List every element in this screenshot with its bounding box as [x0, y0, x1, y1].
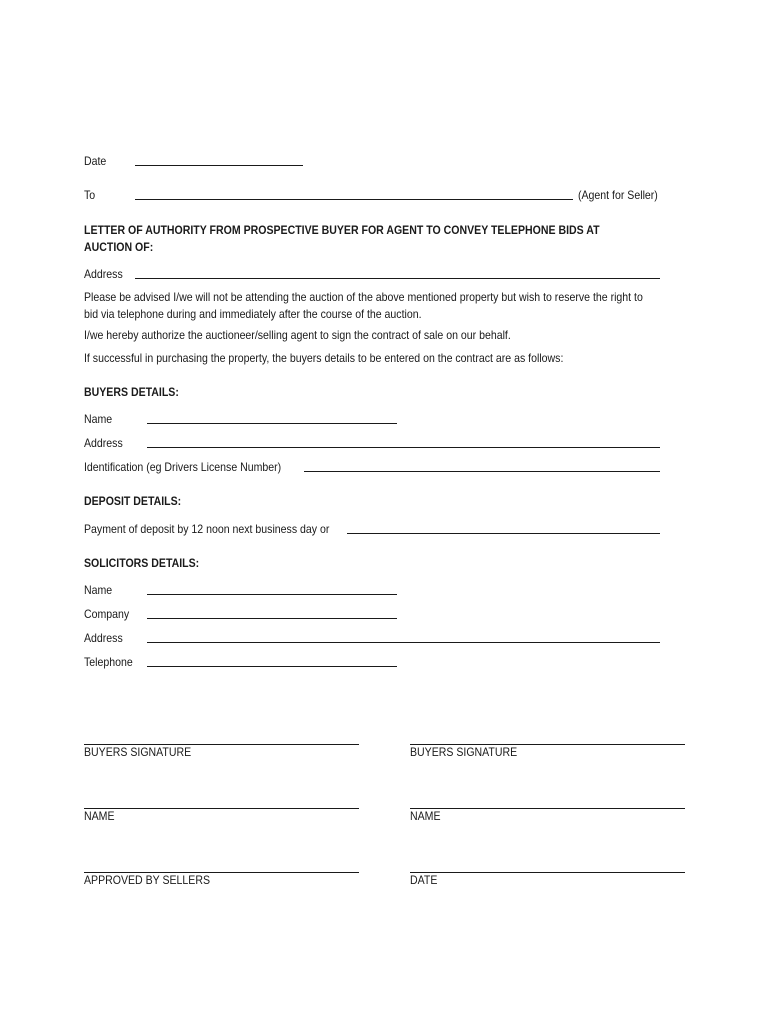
name-line-right[interactable]: [410, 808, 685, 809]
approved-by-sellers-label: APPROVED BY SELLERS: [84, 873, 211, 887]
name-label-left: NAME: [84, 809, 115, 823]
buyer-signature-label-left: BUYERS SIGNATURE: [84, 745, 192, 759]
date-label: Date: [84, 154, 107, 168]
buyer-name-label: Name: [84, 412, 113, 426]
solicitor-address-label: Address: [84, 631, 123, 645]
solicitor-telephone-label: Telephone: [84, 655, 133, 669]
authorize-paragraph: I/we hereby authorize the auctioneer/selling agent to sign the contract of sale on our behalf.: [84, 328, 511, 342]
property-address-field[interactable]: [135, 278, 660, 279]
date-field[interactable]: [135, 165, 303, 166]
to-field[interactable]: [135, 199, 573, 200]
advice-paragraph-line2: bid via telephone during and immediately after the course of the auction.: [84, 307, 422, 321]
agent-for-seller-label: (Agent for Seller): [578, 188, 658, 202]
deposit-details-heading: DEPOSIT DETAILS:: [84, 494, 182, 508]
letter-heading-line1: LETTER OF AUTHORITY FROM PROSPECTIVE BUYER FOR AGENT TO CONVEY TELEPHONE BIDS AT: [84, 223, 600, 237]
buyer-identification-field[interactable]: [304, 471, 660, 472]
solicitor-address-field[interactable]: [147, 642, 660, 643]
deposit-payment-label: Payment of deposit by 12 noon next business day or: [84, 522, 330, 536]
solicitors-details-heading: SOLICITORS DETAILS:: [84, 556, 200, 570]
deposit-payment-field[interactable]: [347, 533, 660, 534]
buyer-address-field[interactable]: [147, 447, 660, 448]
buyer-name-field[interactable]: [147, 423, 397, 424]
solicitor-company-label: Company: [84, 607, 130, 621]
property-address-label: Address: [84, 267, 123, 281]
solicitor-name-label: Name: [84, 583, 113, 597]
date-line-right[interactable]: [410, 872, 685, 873]
name-label-right: NAME: [410, 809, 441, 823]
solicitor-company-field[interactable]: [147, 618, 397, 619]
solicitor-telephone-field[interactable]: [147, 666, 397, 667]
advice-paragraph-line1: Please be advised I/we will not be attending the auction of the above mentioned property but wish to reserve the right to: [84, 290, 643, 304]
letter-heading-line2: AUCTION OF:: [84, 240, 154, 254]
name-line-left[interactable]: [84, 808, 359, 809]
buyer-address-label: Address: [84, 436, 123, 450]
buyer-identification-label: Identification (eg Drivers License Number): [84, 460, 282, 474]
buyer-signature-label-right: BUYERS SIGNATURE: [410, 745, 518, 759]
buyers-details-heading: BUYERS DETAILS:: [84, 385, 179, 399]
buyers-details-intro: If successful in purchasing the property, the buyers details to be entered on the contract are as follows:: [84, 351, 564, 365]
to-label: To: [84, 188, 96, 202]
date-label-right: DATE: [410, 873, 438, 887]
solicitor-name-field[interactable]: [147, 594, 397, 595]
